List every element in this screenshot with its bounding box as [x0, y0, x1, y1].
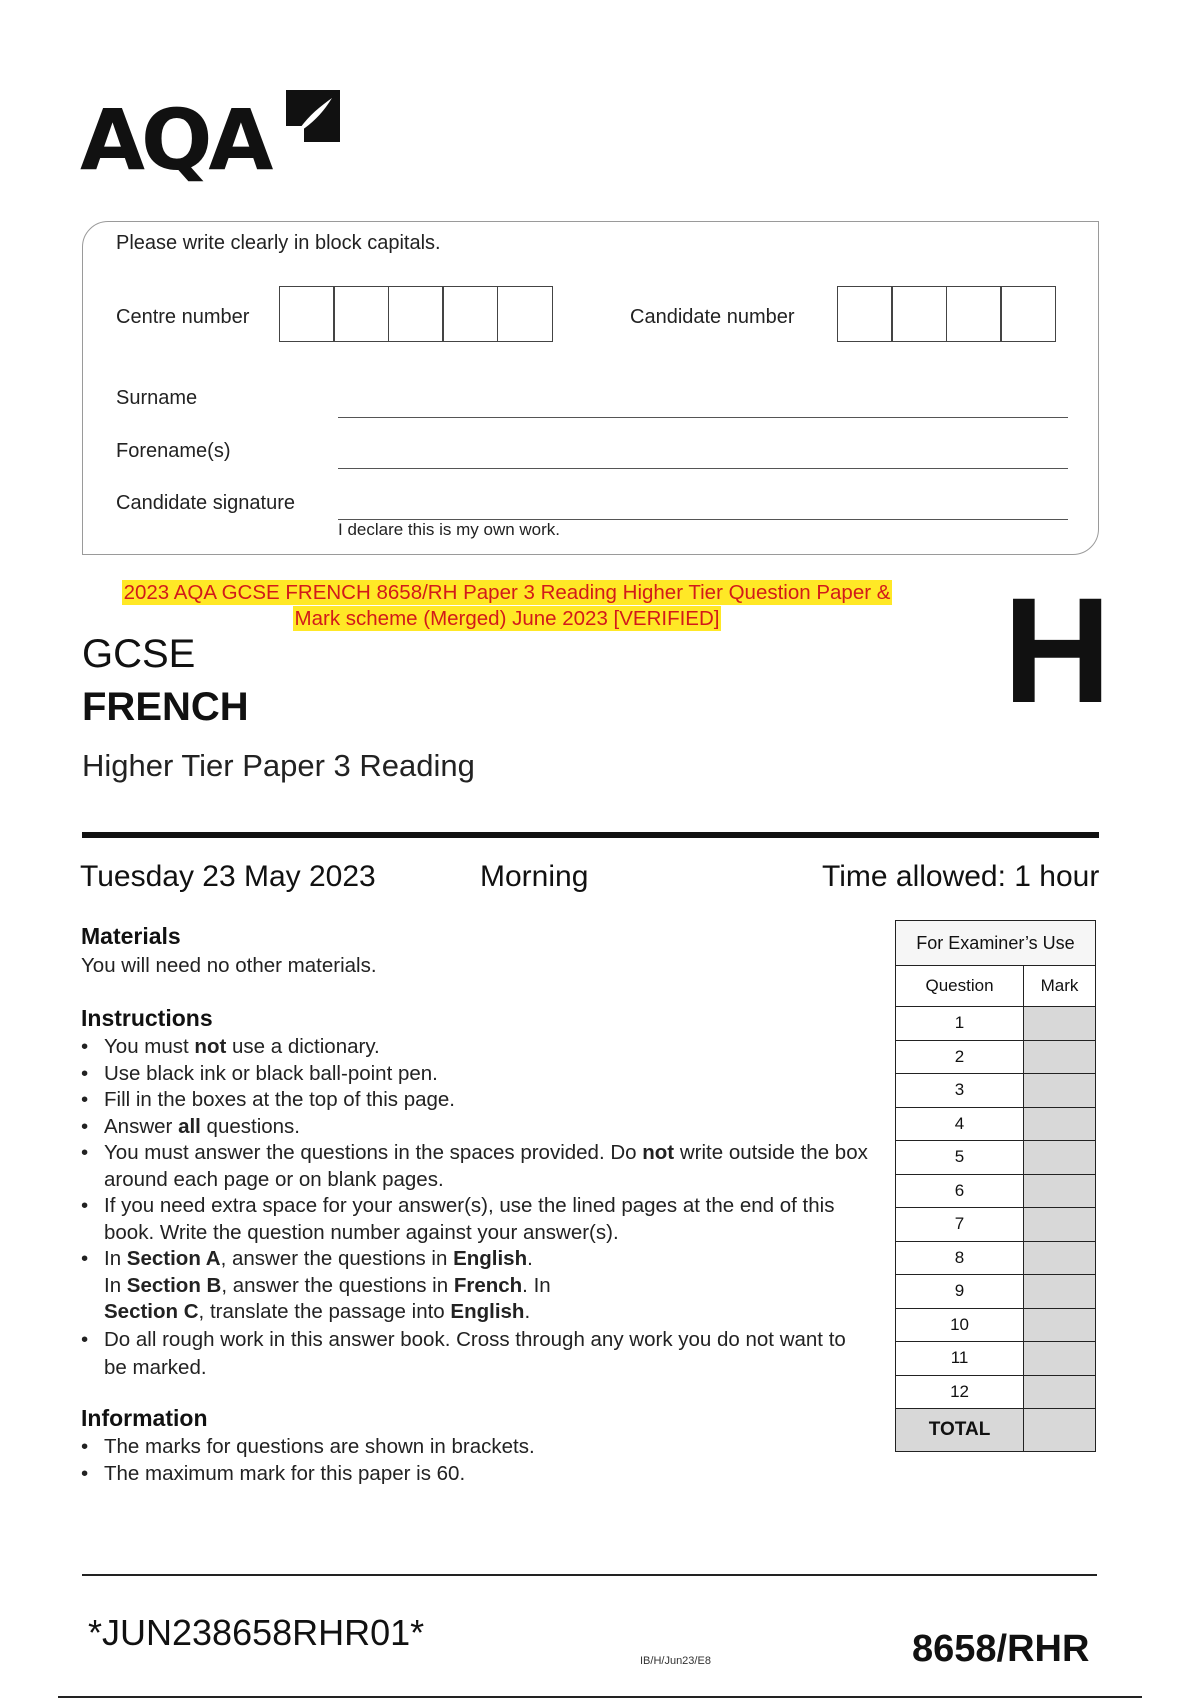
qualification-title: GCSE [82, 632, 196, 676]
subject-title: FRENCH [82, 685, 249, 729]
digit-box[interactable] [1000, 286, 1056, 342]
information-heading: Information [81, 1405, 208, 1431]
exam-session: Morning [480, 860, 589, 893]
block-capitals-instruction: Please write clearly in block capitals. [116, 232, 441, 254]
digit-box[interactable] [837, 286, 893, 342]
mark-cell[interactable] [1024, 1074, 1096, 1108]
question-number: 9 [896, 1275, 1024, 1309]
mark-cell[interactable] [1024, 1174, 1096, 1208]
barcode-text: *JUN238658RHR01* [88, 1612, 425, 1653]
instruction-item: • Use black ink or black ball-point pen. [81, 1061, 871, 1088]
instructions-heading: Instructions [81, 1005, 213, 1031]
digit-box[interactable] [946, 286, 1002, 342]
instruction-item: • If you need extra space for your answer(s), use the lined pages at the end of this book. Write the question number against your answer(s). [81, 1193, 871, 1246]
banner-line-2: Mark scheme (Merged) June 2023 [VERIFIED] [294, 607, 720, 630]
instruction-item: • You must answer the questions in the spaces provided. Do not write outside the box around each page or on blank pages. [81, 1140, 871, 1193]
question-number: 1 [896, 1007, 1024, 1041]
document-title-banner [89, 580, 925, 632]
digit-box[interactable] [279, 286, 335, 342]
declaration-text: I declare this is my own work. [338, 520, 561, 539]
mark-cell[interactable] [1024, 1208, 1096, 1242]
candidate-number-label: Candidate number [630, 306, 795, 328]
paper-code: 8658/RHR [912, 1628, 1090, 1670]
materials-text: You will need no other materials. [81, 954, 377, 977]
paper-title: Higher Tier Paper 3 Reading [82, 748, 475, 783]
instruction-item: • Answer all questions. [81, 1114, 871, 1141]
tier-letter: H [1003, 566, 1112, 734]
question-number: 11 [896, 1342, 1024, 1376]
mark-cell[interactable] [1024, 1241, 1096, 1275]
exam-date: Tuesday 23 May 2023 [80, 860, 376, 893]
aqa-logo-text: AQA [80, 91, 270, 189]
total-mark-cell[interactable] [1024, 1409, 1096, 1452]
materials-heading: Materials [81, 923, 181, 949]
question-number: 10 [896, 1308, 1024, 1342]
information-item: • The marks for questions are shown in brackets. [81, 1434, 871, 1461]
digit-box[interactable] [388, 286, 444, 342]
instruction-item: • Do all rough work in this answer book. Cross through any work you do not want to be marked. [81, 1326, 849, 1382]
information-item: • The maximum mark for this paper is 60. [81, 1461, 871, 1488]
information-list [81, 1434, 871, 1487]
mark-cell[interactable] [1024, 1107, 1096, 1141]
examiner-table-title: For Examiner’s Use [896, 921, 1096, 966]
instructions-list [81, 1034, 871, 1382]
header-divider [82, 832, 1099, 838]
signature-label: Candidate signature [116, 492, 296, 514]
mark-cell[interactable] [1024, 1040, 1096, 1074]
instruction-item: • Fill in the boxes at the top of this page. [81, 1087, 871, 1114]
page-bottom-rule [58, 1696, 1142, 1698]
question-number: 3 [896, 1074, 1024, 1108]
digit-box[interactable] [891, 286, 947, 342]
digit-box[interactable] [442, 286, 498, 342]
forename-label: Forename(s) [116, 440, 231, 462]
banner-line-1: 2023 AQA GCSE FRENCH 8658/RH Paper 3 Reading Higher Tier Question Paper & [123, 581, 891, 604]
aqa-logo-mark-icon [282, 88, 342, 148]
candidate-number-boxes[interactable] [838, 286, 1056, 342]
aqa-logo [80, 88, 350, 188]
question-number: 5 [896, 1141, 1024, 1175]
mark-column-header: Mark [1024, 966, 1096, 1007]
examiner-use-table [895, 920, 1096, 1452]
mark-cell[interactable] [1024, 1308, 1096, 1342]
instruction-item: • You must not use a dictionary. [81, 1034, 871, 1061]
question-number: 2 [896, 1040, 1024, 1074]
total-label: TOTAL [896, 1409, 1024, 1452]
digit-box[interactable] [497, 286, 553, 342]
question-column-header: Question [896, 966, 1024, 1007]
surname-field[interactable] [338, 417, 1068, 418]
mark-cell[interactable] [1024, 1141, 1096, 1175]
surname-label: Surname [116, 387, 198, 409]
forename-field[interactable] [338, 468, 1068, 469]
question-number: 8 [896, 1241, 1024, 1275]
footer-divider [82, 1574, 1097, 1576]
mark-cell[interactable] [1024, 1375, 1096, 1409]
mark-cell[interactable] [1024, 1007, 1096, 1041]
mark-cell[interactable] [1024, 1275, 1096, 1309]
centre-number-label: Centre number [116, 306, 250, 328]
digit-box[interactable] [333, 286, 389, 342]
print-reference: IB/H/Jun23/E8 [640, 1655, 711, 1667]
question-number: 4 [896, 1107, 1024, 1141]
centre-number-boxes[interactable] [280, 286, 553, 342]
question-number: 7 [896, 1208, 1024, 1242]
instruction-item: • In Section A, answer the questions in English. In Section B, answer the questions in French. In Section C, translate the passage into English. [81, 1246, 871, 1326]
mark-cell[interactable] [1024, 1342, 1096, 1376]
question-number: 6 [896, 1174, 1024, 1208]
time-allowed: Time allowed: 1 hour [822, 860, 1100, 893]
question-number: 12 [896, 1375, 1024, 1409]
